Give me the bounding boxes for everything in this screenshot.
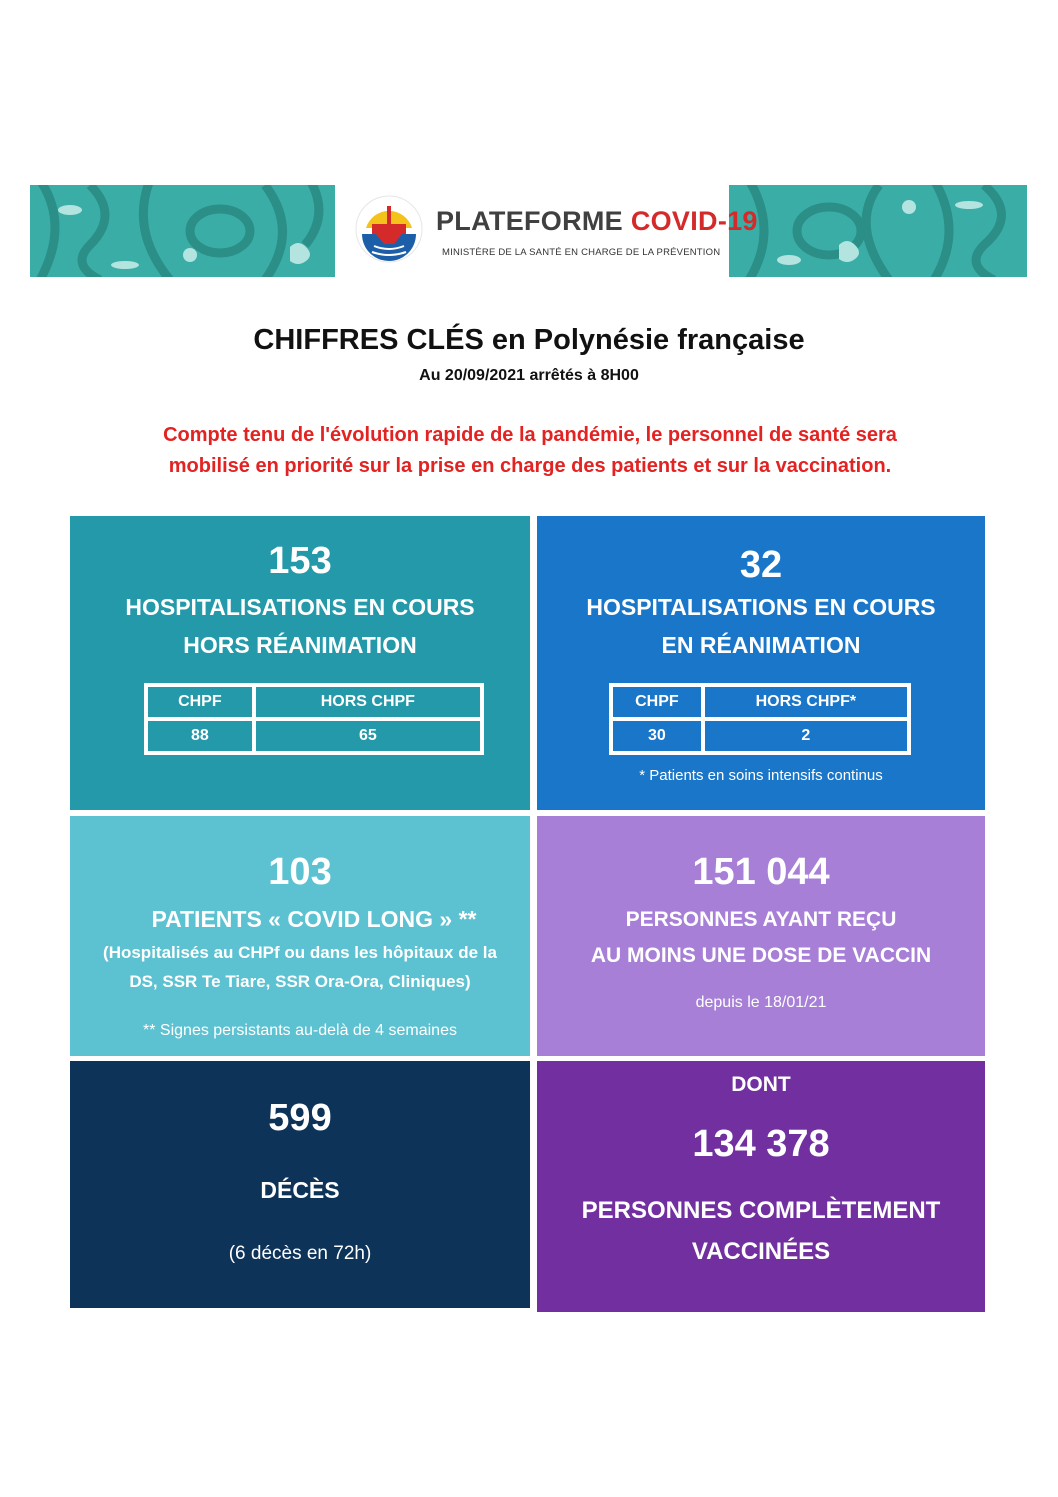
table-value-hors-chpf: 65 bbox=[256, 721, 480, 751]
logo-subtitle: MINISTÈRE DE LA SANTÉ EN CHARGE DE LA PRÉVENTION bbox=[442, 247, 721, 258]
hosp-icu-table bbox=[609, 683, 911, 755]
fully-vaccinated-number: 134 378 bbox=[692, 1123, 830, 1165]
card-hospitalisations-hors-reanimation bbox=[70, 516, 530, 810]
hosp-icu-label-2: EN RÉANIMATION bbox=[661, 632, 861, 658]
hosp-icu-label-1: HOSPITALISATIONS EN COURS bbox=[586, 594, 936, 620]
one-dose-since: depuis le 18/01/21 bbox=[695, 994, 827, 1011]
page-title: CHIFFRES CLÉS en Polynésie française bbox=[253, 324, 805, 356]
table-value-chpf: 30 bbox=[613, 721, 701, 751]
warning-line-1: Compte tenu de l'évolution rapide de la pandémie, le personnel de santé sera bbox=[163, 424, 897, 446]
hosp-non-icu-label-1: HOSPITALISATIONS EN COURS bbox=[125, 594, 475, 620]
deaths-note: (6 décès en 72h) bbox=[228, 1243, 372, 1264]
hosp-icu-number: 32 bbox=[739, 544, 783, 586]
one-dose-label-2: AU MOINS UNE DOSE DE VACCIN bbox=[590, 944, 932, 967]
card-deces bbox=[70, 1061, 530, 1308]
fully-vaccinated-label-2: VACCINÉES bbox=[691, 1238, 831, 1265]
logo-title bbox=[436, 206, 758, 237]
banner-pattern-right bbox=[729, 185, 1027, 277]
card-vaccination-une-dose bbox=[537, 816, 985, 1056]
card-hospitalisations-reanimation bbox=[537, 516, 985, 810]
one-dose-label-1: PERSONNES AYANT REÇU bbox=[625, 908, 897, 931]
table-header-hors-chpf: HORS CHPF bbox=[256, 687, 480, 717]
banner-pattern-left bbox=[30, 185, 335, 277]
warning-message bbox=[80, 420, 980, 482]
table-value-hors-chpf: 2 bbox=[705, 721, 907, 751]
logo-title-covid: COVID-19 bbox=[630, 206, 758, 236]
table-value-chpf: 88 bbox=[148, 721, 252, 751]
deaths-label: DÉCÈS bbox=[260, 1177, 340, 1203]
card-covid-long bbox=[70, 816, 530, 1056]
hosp-non-icu-table bbox=[144, 683, 484, 755]
logo-title-platform: PLATEFORME bbox=[436, 206, 623, 236]
hosp-icu-footnote: * Patients en soins intensifs continus bbox=[639, 767, 883, 784]
platform-logo bbox=[350, 192, 758, 272]
fully-vaccinated-label-1: PERSONNES COMPLÈTEMENT bbox=[581, 1197, 941, 1224]
table-header-chpf: CHPF bbox=[613, 687, 701, 717]
warning-line-2: mobilisé en priorité sur la prise en charge des patients et sur la vaccination. bbox=[168, 455, 892, 477]
long-covid-detail bbox=[80, 938, 520, 996]
one-dose-number: 151 044 bbox=[692, 851, 830, 893]
long-covid-detail-line-2: DS, SSR Te Tiare, SSR Ora-Ora, Cliniques) bbox=[129, 972, 471, 991]
hosp-non-icu-number: 153 bbox=[268, 540, 332, 582]
hosp-non-icu-label-2: HORS RÉANIMATION bbox=[183, 632, 417, 658]
french-polynesia-emblem-icon bbox=[354, 194, 424, 264]
fully-vaccinated-prefix: DONT bbox=[731, 1073, 791, 1096]
long-covid-detail-line-1: (Hospitalisés au CHPf ou dans les hôpitaux de la bbox=[103, 943, 497, 962]
card-completement-vaccines bbox=[537, 1061, 985, 1312]
table-header-chpf: CHPF bbox=[148, 687, 252, 717]
long-covid-label: PATIENTS « COVID LONG » ** bbox=[151, 906, 477, 932]
long-covid-footnote: ** Signes persistants au-delà de 4 semaines bbox=[143, 1022, 457, 1039]
deaths-number: 599 bbox=[268, 1097, 332, 1139]
long-covid-number: 103 bbox=[268, 851, 332, 893]
date-line: Au 20/09/2021 arrêtés à 8H00 bbox=[419, 367, 639, 384]
table-header-hors-chpf: HORS CHPF* bbox=[705, 687, 907, 717]
